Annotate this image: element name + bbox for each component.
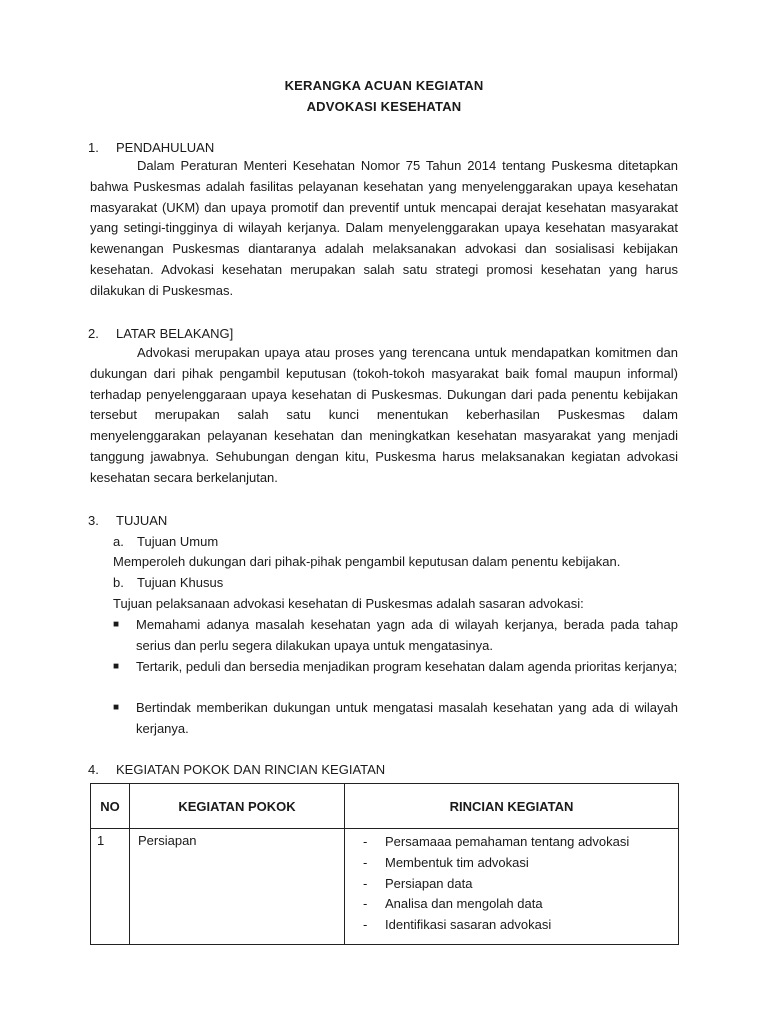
rincian-text: Identifikasi sasaran advokasi [385,917,552,933]
dash-marker: - [363,896,368,912]
subsection-tujuan-khusus [113,575,223,590]
rincian-text: Persamaaa pemahaman tentang advokasi [385,834,630,849]
section-title: PENDAHULUAN [116,140,215,155]
section-number: 3. [88,513,99,528]
section-heading-tujuan [88,513,167,528]
subsection-tujuan-umum [113,534,218,549]
section-paragraph-latar-belakang [90,343,678,489]
rincian-text: Persiapan data [385,875,473,891]
paragraph-text: Advokasi merupakan upaya atau proses yang terencana untuk mendapatkan komitmen dan dukungan dari pihak pengambil keputusan (tokoh-tokoh masyarakat baik fomal maupun informal) terhadap penyelenggaraan upaya kesehatan di Puskesmas. Dukungan dari pada penentu kebijakan tersebut merupakan salah satu kunci menentukan keberhasilan Puskesmas dalam menyelenggarakan pelayanan kesehatan dan meningkatkan kesehatan masyarakat yang menjadi tanggung jawabnya. Sehubungan dengan kitu, Puskesma harus melaksanakan kegiatan advokasi kesehatan secara berkelanjutan. [90,345,678,485]
section-title: TUJUAN [116,513,168,528]
section-title: LATAR BELAKANG] [116,326,234,341]
rincian-text: Membentuk tim advokasi [385,854,529,870]
list-item [363,832,678,853]
list-item [363,874,678,895]
paragraph-text: Dalam Peraturan Menteri Kesehatan Nomor 75 Tahun 2014 tentang Puskesma ditetapkan bahwa Puskesmas adalah fasilitas pelayanan kesehatan yang menyelenggarakan upaya kesehatan masyarakat (UKM) dan upaya promotif dan preventif untuk mencapai derajat kesehatan masyarakat yang setingi-tingginya di wilayah kerjanya. Dalam menyelenggarakan upaya kesehatan masyarakat kewenangan Puskesmas diantaranya adalah melaksanakan advokasi dan sosialisasi kebijakan kesehatan. Advokasi kesehatan merupakan salah satu strategi promosi kesehatan yang harus dilakukan di Puskesmas. [90,158,678,298]
bullet-text: Tertarik, peduli dan bersedia menjadikan program kesehatan dalam agenda prioritas kerjanya; [136,659,678,674]
bullet-text: Bertindak memberikan dukungan untuk mengatasi masalah kesehatan yang ada di wilayah kerjanya. [136,700,678,736]
section-heading-pendahuluan [88,140,214,155]
section-paragraph-pendahuluan [90,156,678,302]
cell-kegiatan-pokok: Persiapan [130,829,345,945]
section-number: 2. [88,326,99,341]
document-title: KERANGKA ACUAN KEGIATAN [284,78,484,93]
section-heading-latar-belakang [88,326,233,341]
bullet-square-icon: ■ [113,661,120,672]
document-subtitle: ADVOKASI KESEHATAN [306,99,462,114]
column-header-kegiatan-pokok: KEGIATAN POKOK [130,784,345,829]
column-header-rincian-kegiatan: RINCIAN KEGIATAN [345,784,679,829]
list-item [363,894,678,915]
list-item [113,656,678,677]
section-number: 1. [88,140,99,155]
kegiatan-table [90,783,679,945]
column-header-no: NO [91,784,130,829]
table-row [91,829,679,945]
list-item [113,614,678,656]
tujuan-umum-text: Memperoleh dukungan dari pihak-pihak pengambil keputusan dalam penentu kebijakan. [113,554,621,569]
cell-no: 1 [91,829,130,945]
bullet-square-icon: ■ [113,702,120,713]
subsection-letter: a. [113,534,124,549]
section-heading-kegiatan [88,762,385,777]
subsection-label: Tujuan Umum [137,534,219,549]
rincian-text: Analisa dan mengolah data [385,896,543,912]
list-item [363,915,678,936]
dash-marker: - [363,875,368,891]
section-number: 4. [88,762,99,777]
subsection-label: Tujuan Khusus [137,575,224,590]
bullet-square-icon: ■ [113,619,120,630]
table-header-row [91,784,679,829]
rincian-list [363,832,678,936]
tujuan-khusus-intro: Tujuan pelaksanaan advokasi kesehatan di Puskesmas adalah sasaran advokasi: [113,596,584,611]
dash-marker: - [363,854,368,870]
bullet-text: Memahami adanya masalah kesehatan yagn ada di wilayah kerjanya, berada pada tahap serius dan perlu segera dilakukan upaya untuk mengatasinya. [136,617,678,653]
list-item [363,853,678,874]
subsection-letter: b. [113,575,124,590]
cell-rincian-kegiatan [345,829,679,945]
list-item [113,697,678,739]
dash-marker: - [363,834,368,849]
section-title: KEGIATAN POKOK DAN RINCIAN KEGIATAN [116,762,386,777]
dash-marker: - [363,917,368,933]
